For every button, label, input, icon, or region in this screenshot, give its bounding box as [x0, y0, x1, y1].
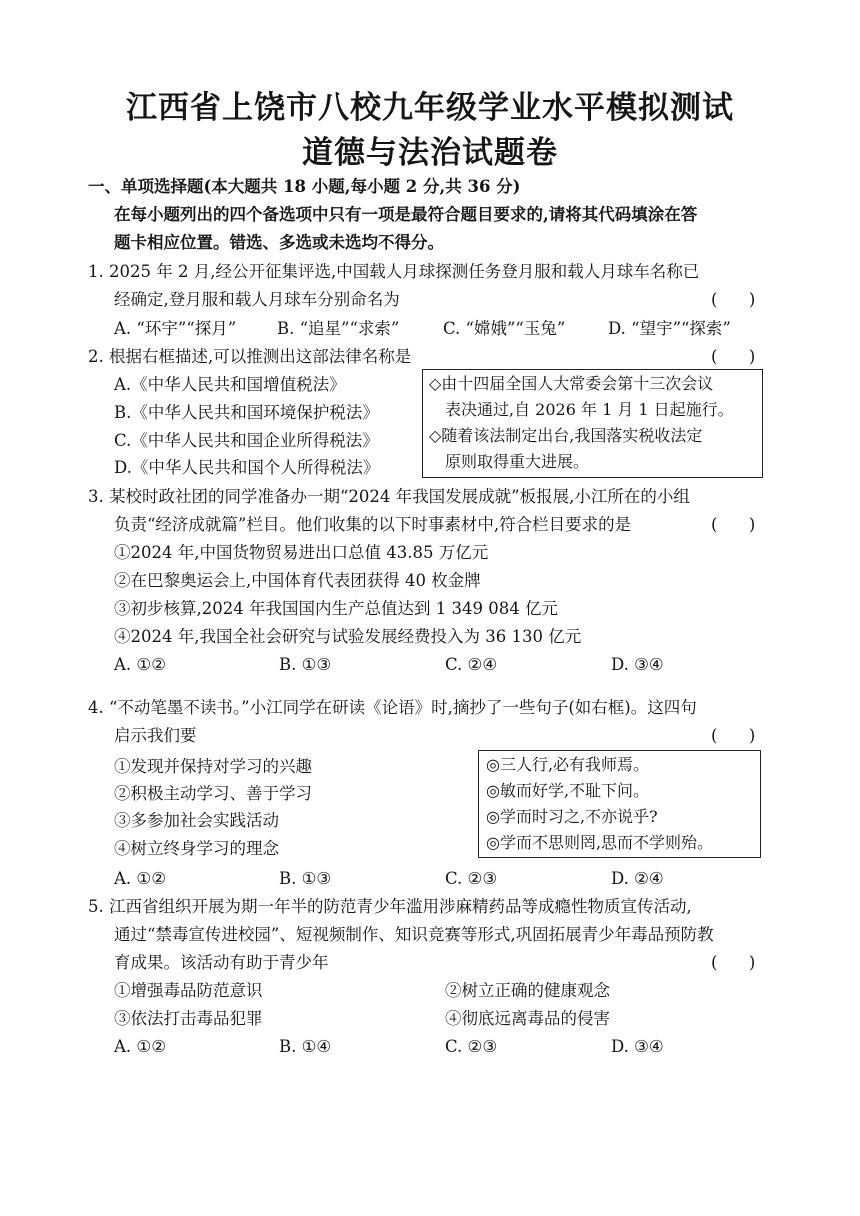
q1-option-d: D. “望宇”“探索” [608, 319, 731, 338]
q1-option-b: B. “追星”“求索” [277, 319, 400, 338]
exam-subtitle: 道德与法治试题卷 [302, 135, 558, 171]
q5-answer-blank: ( ) [711, 953, 756, 972]
q2-stem-1: 2. 根据右框描述,可以推测出这部法律名称是 [88, 347, 412, 366]
q2-option-c: C.《中华人民共和国企业所得税法》 [114, 431, 379, 450]
q3-answer-blank: ( ) [711, 515, 756, 534]
q3-item-2: ②在巴黎奥运会上,中国体育代表团获得 40 枚金牌 [114, 571, 481, 590]
q5-stem-3: 育成果。该活动有助于青少年 [114, 953, 329, 972]
q2-box-line-4: 原则取得重大进展。 [445, 452, 590, 471]
q4-item-4: ④树立终身学习的理念 [114, 839, 279, 858]
q4-box-line-1: ◎三人行,必有我师焉。 [486, 755, 650, 774]
q1-stem-2: 经确定,登月服和载人月球车分别命名为 [114, 290, 400, 309]
q4-box-line-3: ◎学而时习之,不亦说乎? [486, 807, 658, 826]
q1-answer-blank: ( ) [711, 290, 756, 309]
q3-option-a: A. ①② [114, 655, 166, 674]
q4-box-line-2: ◎敏而好学,不耻下问。 [486, 781, 650, 800]
q3-stem-2: 负责“经济成就篇”栏目。他们收集的以下时事素材中,符合栏目要求的是 [114, 515, 632, 534]
q4-option-b: B. ①③ [279, 869, 332, 888]
q2-box-line-3: ◇随着该法制定出台,我国落实税收法定 [429, 426, 703, 445]
q3-item-4: ④2024 年,我国全社会研究与试验发展经费投入为 36 130 亿元 [114, 627, 582, 646]
q4-quote-box [478, 750, 761, 858]
q5-stem-1: 5. 江西省组织开展为期一年半的防范青少年滥用涉麻精药品等成瘾性物质宣传活动, [88, 897, 692, 916]
q2-option-d: D.《中华人民共和国个人所得税法》 [114, 458, 380, 477]
q5-option-d: D. ③④ [611, 1037, 664, 1056]
q3-stem-1: 3. 某校时政社团的同学准备办一期“2024 年我国发展成就”板报展,小江所在的小组 [88, 487, 690, 506]
q4-box-line-4: ◎学而不思则罔,思而不学则殆。 [486, 833, 714, 852]
q5-option-c: C. ②③ [445, 1037, 498, 1056]
q4-item-2: ②积极主动学习、善于学习 [114, 784, 312, 803]
q1-option-a: A. “环宇”“探月” [114, 319, 237, 338]
q5-option-b: B. ①④ [279, 1037, 332, 1056]
q5-item-4: ④彻底远离毒品的侵害 [445, 1009, 610, 1028]
q4-item-3: ③多参加社会实践活动 [114, 811, 279, 830]
q2-info-box [422, 369, 763, 478]
q4-stem-2: 启示我们要 [114, 726, 197, 745]
exam-title: 江西省上饶市八校九年级学业水平模拟测试 [126, 90, 734, 126]
q4-option-c: C. ②③ [445, 869, 498, 888]
q3-option-c: C. ②④ [445, 655, 498, 674]
section-instructions-1: 在每小题列出的四个备选项中只有一项是最符合题目要求的,请将其代码填涂在答 [114, 205, 698, 224]
q4-item-1: ①发现并保持对学习的兴趣 [114, 757, 312, 776]
q3-option-d: D. ③④ [611, 655, 664, 674]
q5-stem-2: 通过“禁毒宣传进校园”、短视频制作、知识竞赛等形式,巩固拓展青少年毒品预防教 [114, 925, 714, 944]
q1-stem-1: 1. 2025 年 2 月,经公开征集评选,中国载人月球探测任务登月服和载人月球车名称已 [88, 262, 700, 281]
q3-item-1: ①2024 年,中国货物贸易进出口总值 43.85 万亿元 [114, 543, 489, 562]
q2-box-line-1: ◇由十四届全国人大常委会第十三次会议 [429, 374, 714, 393]
q5-option-a: A. ①② [114, 1037, 166, 1056]
section-heading: 一、单项选择题(本大题共 18 小题,每小题 2 分,共 36 分) [88, 177, 521, 196]
q2-option-b: B.《中华人民共和国环境保护税法》 [114, 403, 379, 422]
q2-option-a: A.《中华人民共和国增值税法》 [114, 375, 346, 394]
q5-item-3: ③依法打击毒品犯罪 [114, 1009, 263, 1028]
q4-option-d: D. ②④ [611, 869, 664, 888]
q4-option-a: A. ①② [114, 869, 166, 888]
q4-answer-blank: ( ) [711, 726, 756, 745]
q1-option-c: C. “嫦娥”“玉兔” [443, 319, 566, 338]
q4-stem-1: 4. “不动笔墨不读书。”小江同学在研读《论语》时,摘抄了一些句子(如右框)。这四句 [88, 698, 697, 717]
section-instructions-2: 题卡相应位置。错选、多选或未选均不得分。 [114, 233, 444, 252]
q5-item-2: ②树立正确的健康观念 [445, 981, 610, 1000]
q2-answer-blank: ( ) [711, 347, 756, 366]
q3-option-b: B. ①③ [279, 655, 332, 674]
q5-item-1: ①增强毒品防范意识 [114, 981, 263, 1000]
q3-item-3: ③初步核算,2024 年我国国内生产总值达到 1 349 084 亿元 [114, 599, 558, 618]
q2-box-line-2: 表决通过,自 2026 年 1 月 1 日起施行。 [445, 400, 734, 419]
